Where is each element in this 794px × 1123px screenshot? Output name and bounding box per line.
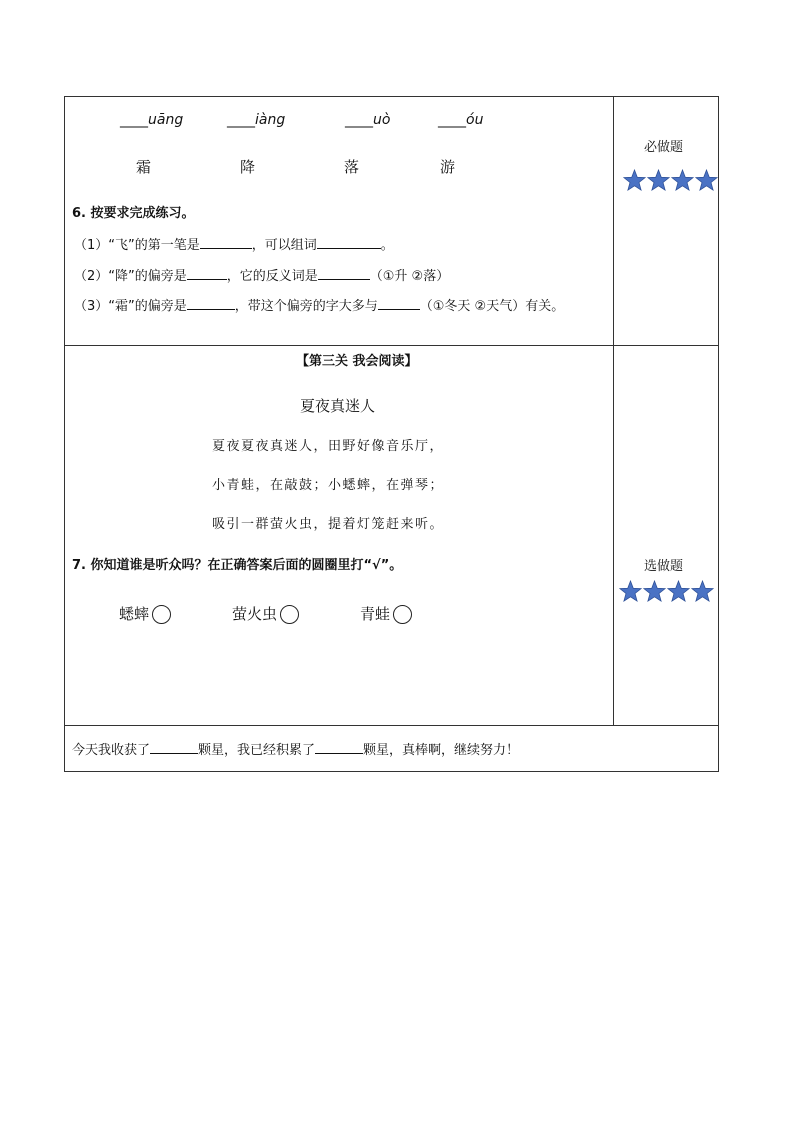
answer-blank[interactable] [187,267,227,280]
option-cricket: 蟋蟀 [119,605,171,624]
row-divider-1 [64,345,719,346]
star-icon [643,580,666,603]
q7-title: 7. 你知道谁是听众吗？在正确答案后面的圆圈里打“√”。 [72,558,403,573]
answer-circle[interactable] [280,605,299,624]
table-border-bottom [64,771,719,772]
q6-line-3: （3）“霜”的偏旁是 ，带这个偏旁的字大多与 （①冬天 ②天气）有关。 [74,299,565,314]
q6-title: 6. 按要求完成练习。 [72,206,195,221]
answer-blank[interactable] [200,236,252,249]
row-divider-2 [64,725,719,726]
q6-line-1: （1）“飞”的第一笔是 ，可以组词 。 [74,238,394,253]
answer-blank[interactable] [378,297,420,310]
character-1: 霜 [136,158,152,176]
star-icon [691,580,714,603]
section-title: 【第三关 我会阅读】 [296,354,418,369]
poem-title: 夏夜真迷人 [300,397,376,415]
answer-blank[interactable] [317,236,381,249]
q6-line-2: （2）“降”的偏旁是 ，它的反义词是 （①升 ②落） [74,269,450,284]
pinyin-item-4: ____óu [438,112,484,128]
star-icon [695,169,718,192]
poem-line-2: 小青蛙，在敲鼓；小蟋蟀，在弹琴； [212,478,445,493]
star-icon [619,580,642,603]
answer-circle[interactable] [152,605,171,624]
character-2: 降 [240,158,256,176]
answer-blank[interactable] [187,297,235,310]
option-frog: 青蛙 [360,605,412,624]
option-firefly: 萤火虫 [232,605,299,624]
star-icon [667,580,690,603]
character-3: 落 [344,158,360,176]
answer-blank[interactable] [318,267,370,280]
table-border-top [64,96,719,97]
required-stars [623,169,718,192]
star-icon [671,169,694,192]
optional-label: 选做题 [644,559,684,574]
answer-circle[interactable] [393,605,412,624]
optional-stars [619,580,714,603]
pinyin-item-3: ____uò [345,112,391,128]
poem-line-3: 吸引一群萤火虫，提着灯笼赶来听。 [212,517,445,532]
character-4: 游 [440,158,456,176]
pinyin-item-1: ____uāng [120,112,184,128]
answer-blank[interactable] [315,741,363,754]
star-icon [647,169,670,192]
answer-blank[interactable] [150,741,198,754]
worksheet-table [64,96,719,772]
column-divider [613,96,614,726]
required-label: 必做题 [644,140,684,155]
star-icon [623,169,646,192]
pinyin-item-2: ____iàng [227,112,286,128]
poem-line-1: 夏夜夏夜真迷人，田野好像音乐厅， [212,439,445,454]
footer-text: 今天我收获了 颗星，我已经积累了 颗星，真棒啊，继续努力！ [72,743,520,758]
table-border-left [64,96,65,772]
table-border-right [718,96,719,772]
